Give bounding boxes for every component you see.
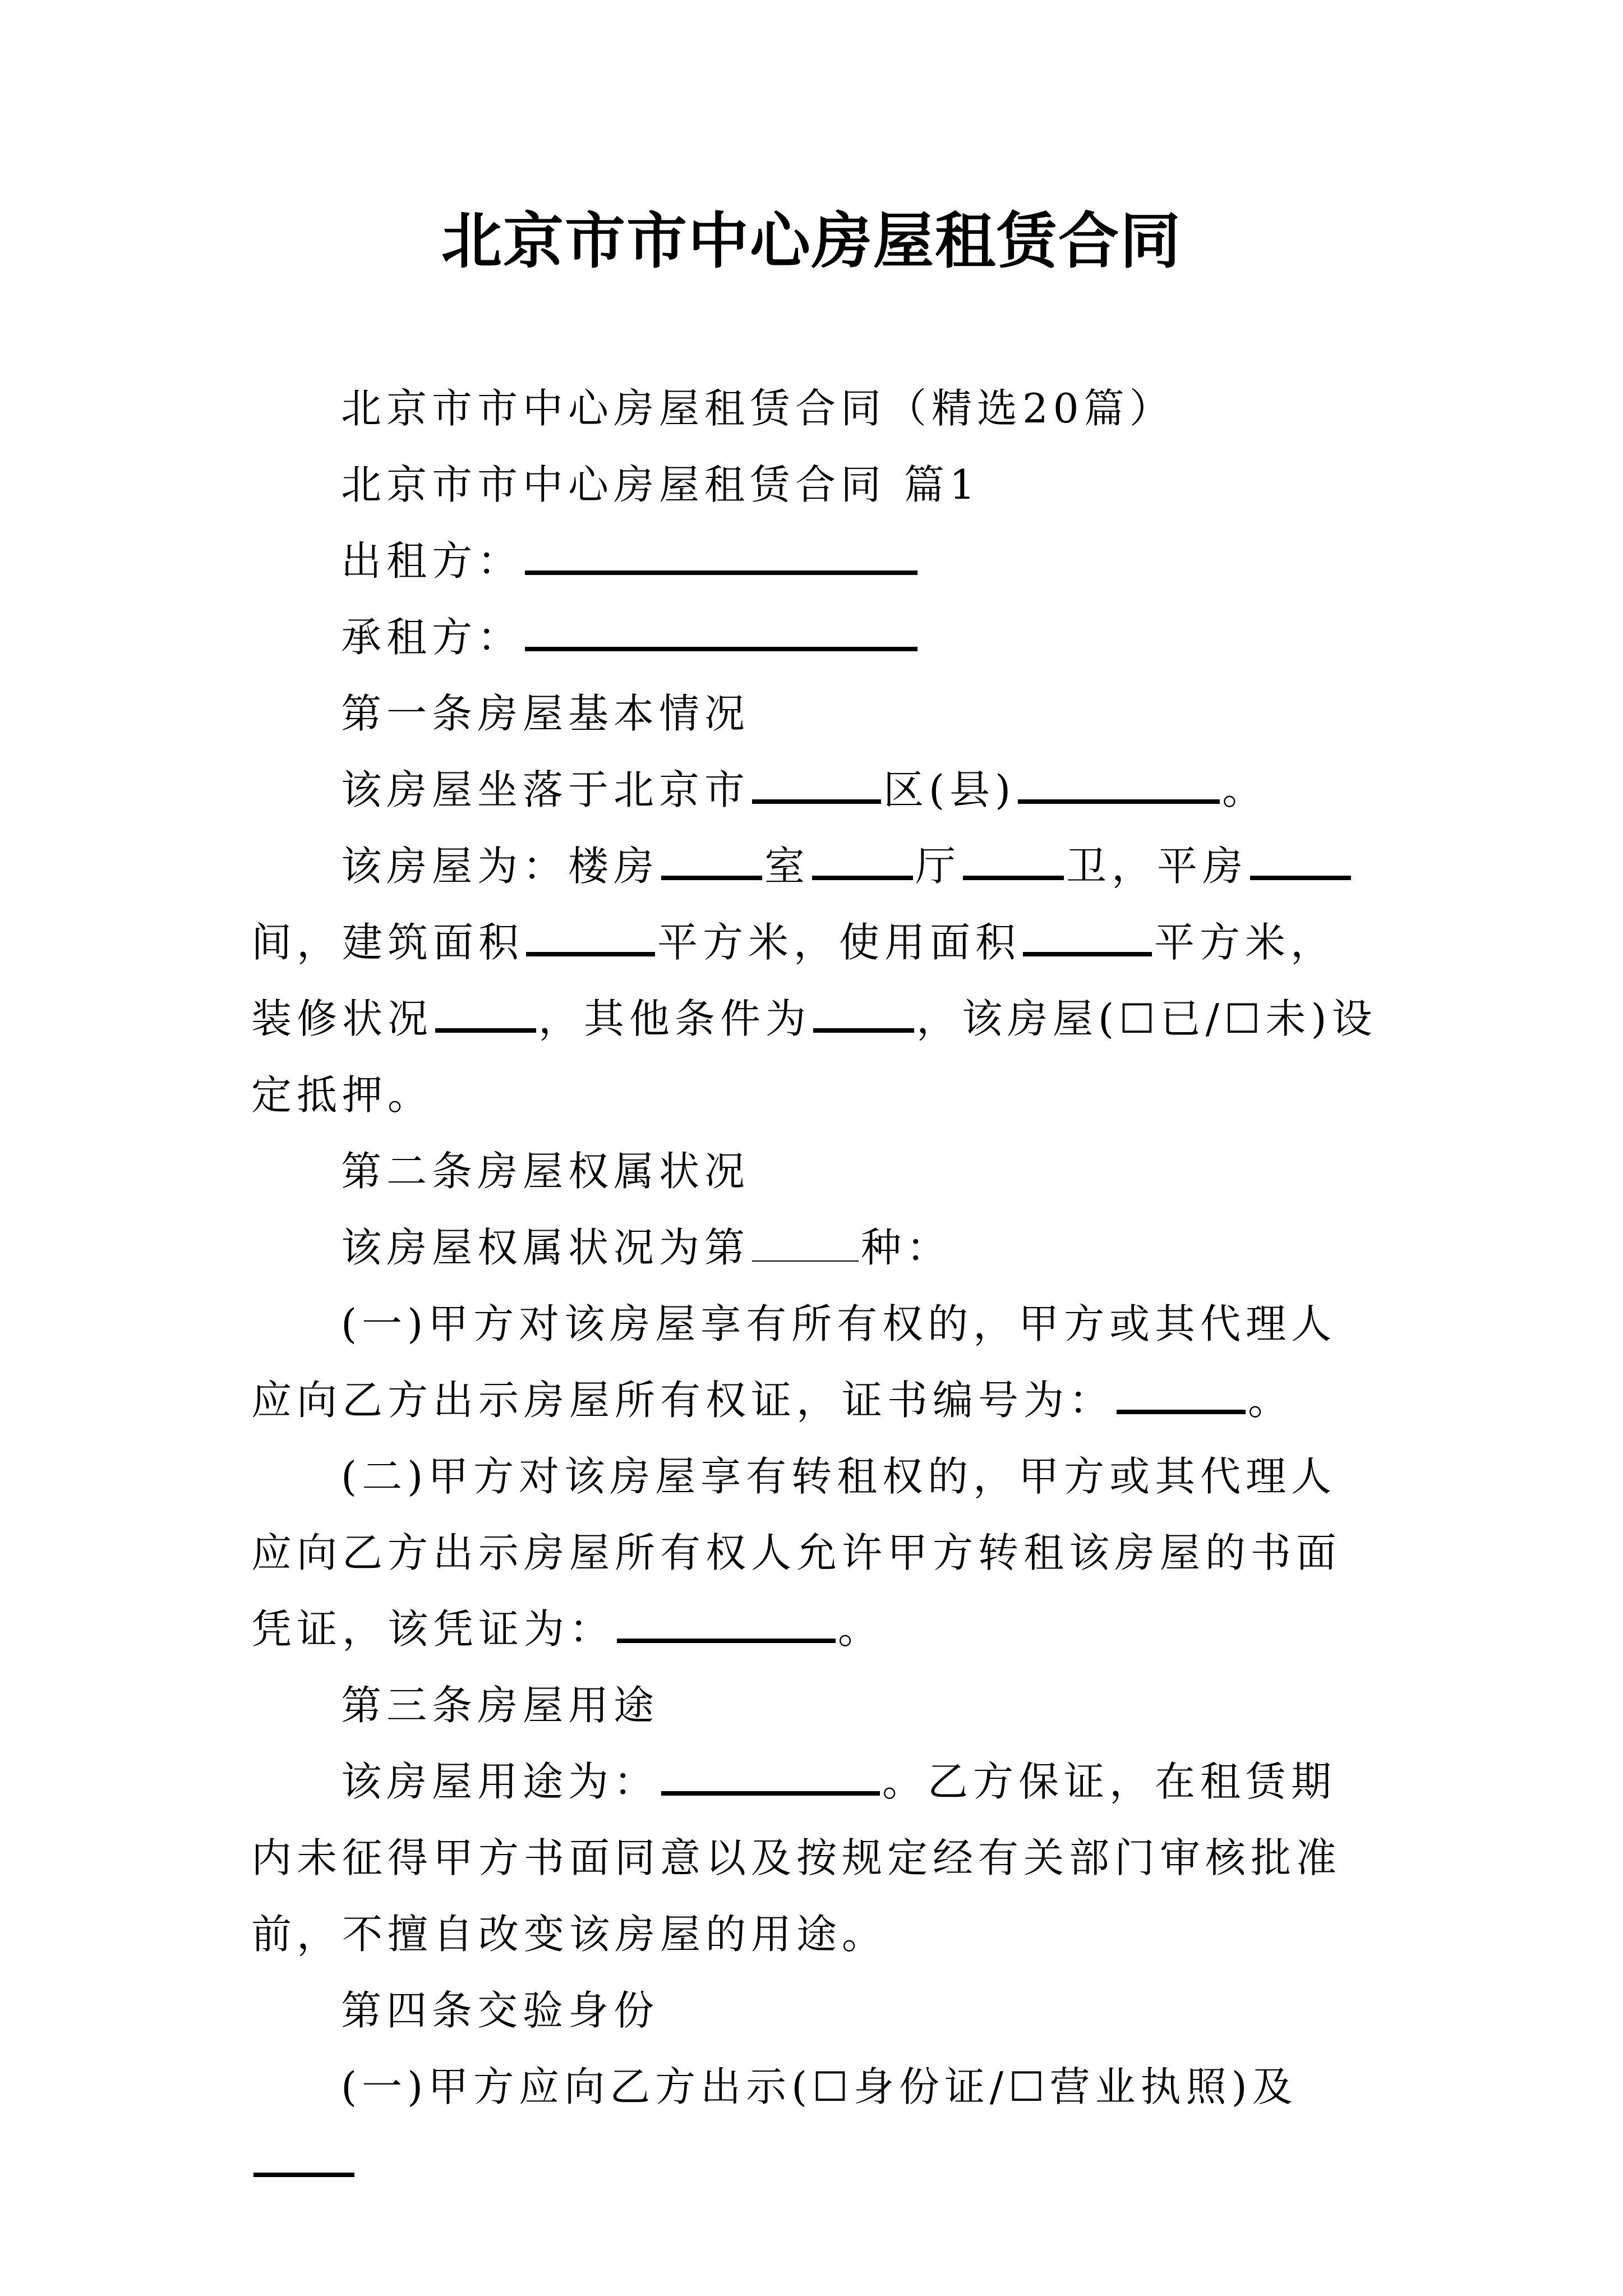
text-run: 。乙方保证，在租赁期内未征得甲方书面同意以及按规定经有关部门审核批准前，不擅自改变该房屋的用途。 [251,1758,1342,1958]
ownership-type-paragraph [251,1209,1378,1286]
article-heading: 北京市市中心房屋租赁合同 篇1 [341,461,980,508]
text-run: 卫，平房 [1066,843,1248,890]
lessor-line [251,523,1378,599]
voucher-blank [617,1611,836,1643]
section-2-title: 第二条房屋权属状况 [341,1148,750,1195]
section-1-title: 第一条房屋基本情况 [341,690,750,737]
lessee-label: 承租方： [341,614,523,661]
rooms-blank [661,848,762,880]
lessee-line [251,599,1378,675]
text-run: 间，建筑面积 [251,919,524,966]
text-run: ，该房屋(☐已/☐未)设定抵押。 [251,995,1377,1119]
period: 。 [1222,766,1268,813]
period: 。 [838,1605,884,1653]
text-run: 平方米，使用面积 [657,919,1021,966]
usable-area-blank [1023,924,1152,956]
lessee-blank [525,619,917,651]
text-run: (一)甲方应向乙方出示(☐身份证/☐营业执照)及 [341,2063,1298,2110]
lessor-label: 出租方： [341,537,523,585]
text-run: (二)甲方对该房屋享有转租权的，甲方或其代理人应向乙方出示房屋所有权人允许甲方转租该房屋的书面凭证，该凭证为： [251,1453,1342,1653]
text-run: 室 [764,843,810,890]
halls-blank [812,848,913,880]
text-run: ，其他条件为 [538,995,811,1042]
usage-paragraph [251,1743,1378,1972]
bungalow-blank [1250,848,1351,880]
baths-blank [963,848,1064,880]
text-run: 该房屋用途为： [341,1758,660,1805]
decoration-blank [435,1000,536,1033]
section-4-title: 第四条交验身份 [341,1987,660,2034]
ownership-clause-1 [251,1286,1378,1438]
certificate-number-blank [1117,1382,1246,1414]
location-paragraph [251,752,1378,828]
lessor-blank [525,542,917,575]
identity-blank [253,2145,354,2177]
district-blank [752,771,881,804]
text-run: 厅 [915,843,961,890]
identity-paragraph [251,2049,1378,2201]
subtitle: 北京市市中心房屋租赁合同（精选20篇） [341,385,1175,432]
area-blank [526,924,655,956]
text-run: 该房屋权属状况为第 [341,1224,750,1271]
usage-blank [661,1763,880,1796]
document-title: 北京市市中心房屋租赁合同 [441,206,1182,277]
document-body [251,370,1378,2201]
district-text: 区(县) [883,766,1016,813]
location-text: 该房屋坐落于北京市 [341,766,750,813]
text-run: 该房屋为：楼房 [341,843,660,890]
text-run: 平方米，装修状况 [251,919,1336,1042]
address-blank [1018,771,1220,804]
other-conditions-blank [813,1000,914,1033]
house-details-paragraph [251,828,1378,1133]
period: 。 [1248,1377,1294,1424]
ownership-type-blank [752,1232,859,1262]
text-run: 种： [861,1224,952,1271]
section-3-title: 第三条房屋用途 [341,1682,660,1729]
ownership-clause-2 [251,1438,1378,1667]
text-run: (一)甲方对该房屋享有所有权的，甲方或其代理人应向乙方出示房屋所有权证，证书编号为： [251,1300,1337,1424]
